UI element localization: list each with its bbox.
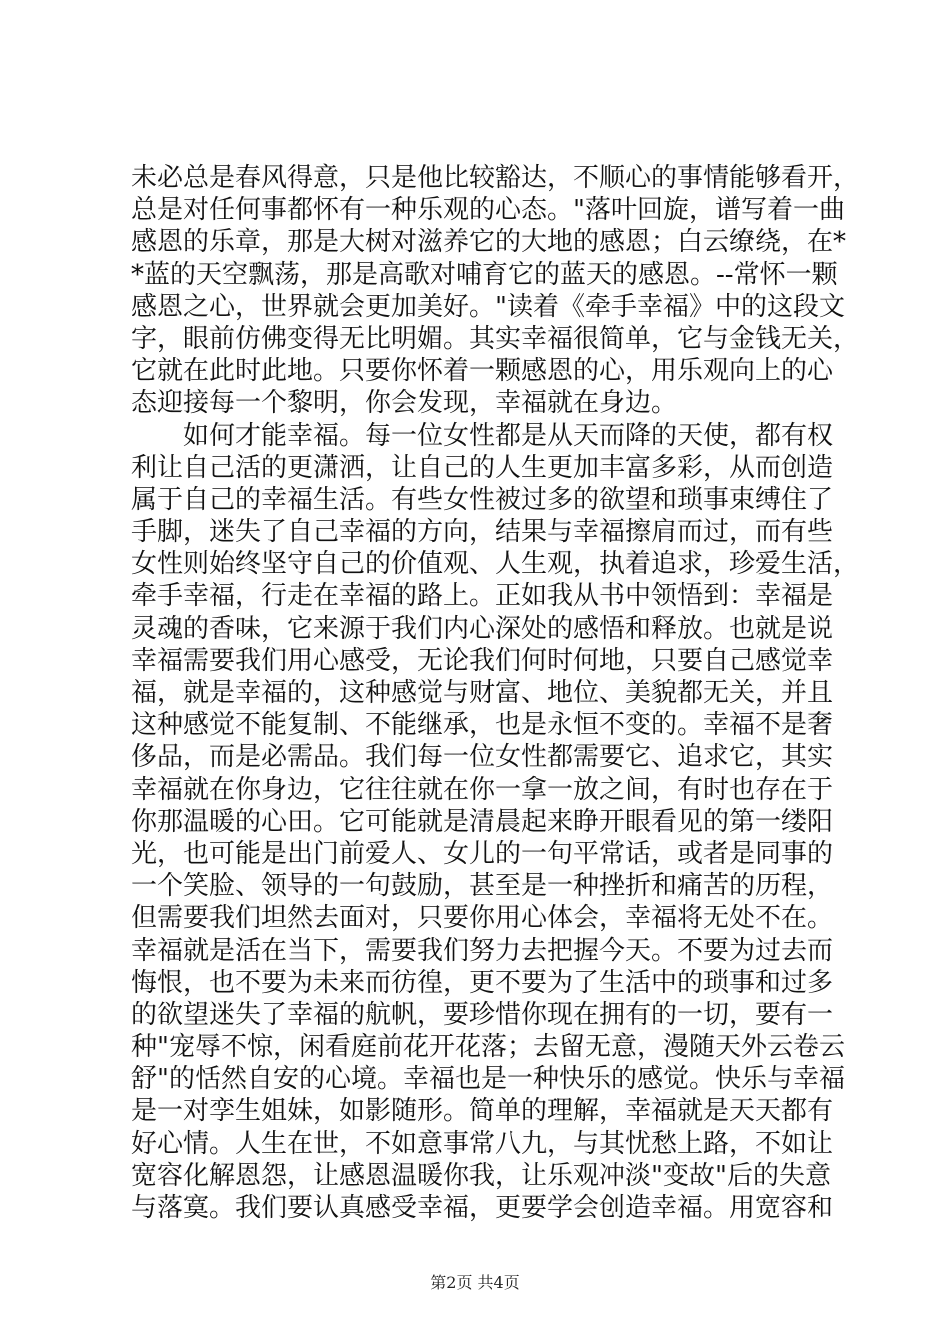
text-line: 幸福就是活在当下，需要我们努力去把握今天。不要为过去而 <box>131 935 834 966</box>
text-line: 与落寞。我们要认真感受幸福，更要学会创造幸福。用宽容和 <box>131 1193 834 1223</box>
text-line: 光，也可能是出门前爱人、女儿的一句平常话，或者是同事的 <box>131 838 834 869</box>
text-line: 悔恨，也不要为未来而彷徨，更不要为了生活中的琐事和过多 <box>131 967 834 998</box>
text-line: 舒"的恬然自安的心境。幸福也是一种快乐的感觉。快乐与幸福 <box>131 1064 845 1095</box>
text-line: 一个笑脸、领导的一句鼓励，甚至是一种挫折和痛苦的历程， <box>131 871 834 902</box>
text-line: 牵手幸福，行走在幸福的路上。正如我从书中领悟到：幸福是 <box>131 581 834 612</box>
text-line: 种"宠辱不惊，闲看庭前花开花落；去留无意，漫随天外云卷云 <box>131 1032 845 1063</box>
text-line: 感恩的乐章，那是大树对滋养它的大地的感恩；白云缭绕，在* <box>131 227 847 258</box>
text-line: 手脚，迷失了自己幸福的方向，结果与幸福擦肩而过，而有些 <box>131 517 834 548</box>
text-line: 的欲望迷失了幸福的航帆，要珍惜你现在拥有的一切，要有一 <box>131 999 834 1030</box>
text-line: 未必总是春风得意，只是他比较豁达，不顺心的事情能够看开， <box>131 163 860 193</box>
text-line: 总是对任何事都怀有一种乐观的心态。"落叶回旋，谱写着一曲 <box>131 195 845 226</box>
text-line: 但需要我们坦然去面对，只要你用心体会，幸福将无处不在。 <box>131 903 834 934</box>
text-line: 你那温暖的心田。它可能就是清晨起来睁开眼看见的第一缕阳 <box>131 806 834 837</box>
text-line: 灵魂的香味，它来源于我们内心深处的感悟和释放。也就是说 <box>131 613 834 644</box>
text-line: 感恩之心，世界就会更加美好。"读着《牵手幸福》中的这段文 <box>131 291 845 322</box>
text-line: 福，就是幸福的，这种感觉与财富、地位、美貌都无关，并且 <box>131 678 834 708</box>
text-line: 属于自己的幸福生活。有些女性被过多的欲望和琐事束缚住了 <box>131 484 834 515</box>
text-line: 是一对孪生姐妹，如影随形。简单的理解，幸福就是天天都有 <box>131 1096 834 1127</box>
page-number: 第2页 共4页 <box>430 1273 520 1292</box>
text-line: 女性则始终坚守自己的价值观、人生观，执着追求，珍爱生活， <box>131 549 860 580</box>
body-text <box>131 162 860 1224</box>
text-line: 幸福需要我们用心感受，无论我们何时何地，只要自己感觉幸 <box>131 645 834 676</box>
text-line: 它就在此时此地。只要你怀着一颗感恩的心，用乐观向上的心 <box>131 356 834 387</box>
text-line: 侈品，而是必需品。我们每一位女性都需要它、追求它，其实 <box>131 742 834 773</box>
text-line: 幸福就在你身边，它往往就在你一拿一放之间，有时也存在于 <box>131 774 834 805</box>
text-line: 这种感觉不能复制、不能继承，也是永恒不变的。幸福不是奢 <box>131 710 834 741</box>
page-footer <box>0 1273 950 1293</box>
text-line: 态迎接每一个黎明，你会发现，幸福就在身边。 <box>131 388 678 419</box>
text-line: 利让自己活的更潇洒，让自己的人生更加丰富多彩，从而创造 <box>131 452 834 483</box>
text-line: 宽容化解恩怨，让感恩温暖你我，让乐观冲淡"变故"后的失意 <box>131 1160 831 1191</box>
text-line: *蓝的天空飘荡，那是高歌对哺育它的蓝天的感恩。--常怀一颗 <box>131 259 838 290</box>
text-line: 好心情。人生在世，不如意事常八九，与其忧愁上路，不如让 <box>131 1128 834 1159</box>
text-line: 如何才能幸福。每一位女性都是从天而降的天使，都有权 <box>183 420 834 451</box>
text-line: 字，眼前仿佛变得无比明媚。其实幸福很简单，它与金钱无关， <box>131 323 860 354</box>
